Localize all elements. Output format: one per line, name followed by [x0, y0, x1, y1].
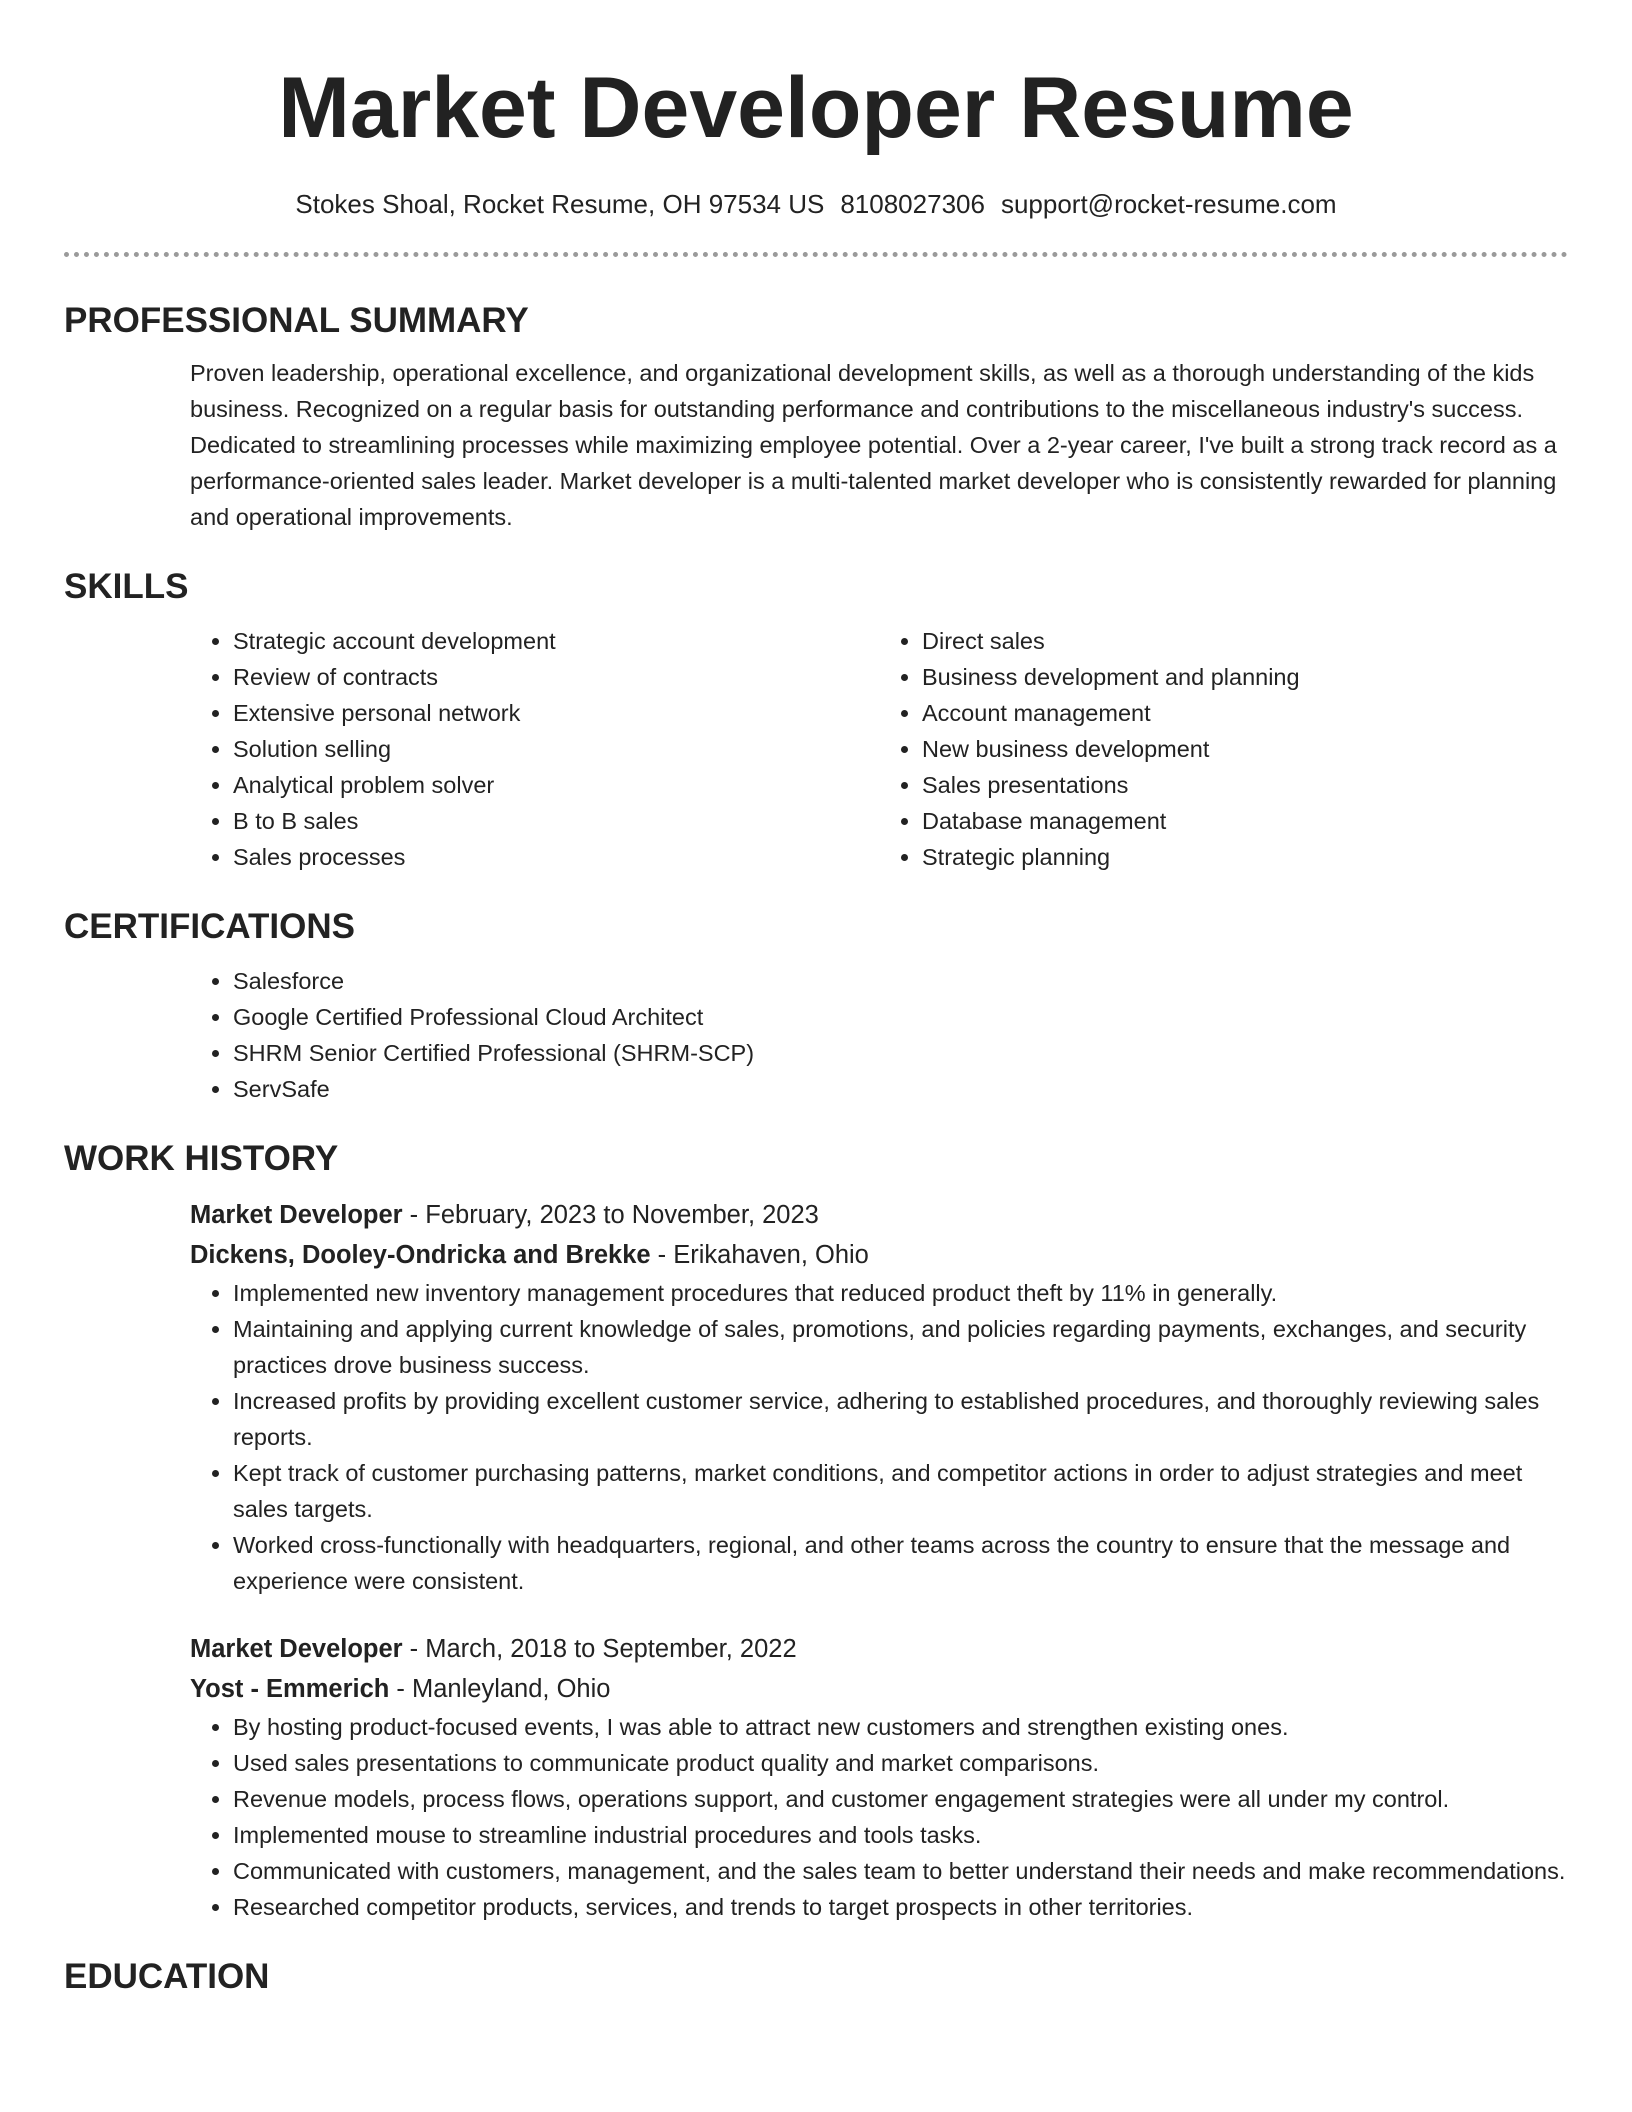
contact-email: support@rocket-resume.com	[1000, 189, 1337, 219]
resume-title: Market Developer Resume	[278, 60, 1354, 156]
job-bullet: • Implemented mouse to streamline industrial procedures and tools tasks.	[233, 1817, 1568, 1853]
job-company-line	[190, 1669, 1568, 1709]
skill-item: • Solution selling	[233, 731, 879, 767]
job-title-line	[190, 1629, 1568, 1669]
certifications-section	[64, 905, 1568, 1107]
job-role: Market Developer	[190, 1635, 403, 1663]
job-bullet: • Used sales presentations to communicate product quality and market comparisons.	[233, 1745, 1568, 1781]
job-bullet: • Researched competitor products, services, and trends to target prospects in other territories.	[233, 1889, 1568, 1925]
skill-item: • Review of contracts	[233, 659, 879, 695]
skill-item: • B to B sales	[233, 803, 879, 839]
job-bullet: • By hosting product-focused events, I was able to attract new customers and strengthen existing ones.	[233, 1709, 1568, 1745]
job-title-line	[190, 1195, 1568, 1235]
certification-item: • Google Certified Professional Cloud Architect	[233, 999, 1568, 1035]
job-bullet: • Increased profits by providing excellent customer service, adhering to established procedures, and thoroughly reviewing sales reports.	[233, 1383, 1568, 1455]
summary-body	[190, 355, 1568, 535]
job-company: Yost - Emmerich	[190, 1675, 390, 1703]
contact-phone: 8108027306	[840, 189, 985, 219]
skill-item: • Strategic planning	[922, 839, 1568, 875]
certifications-list	[190, 963, 1568, 1107]
skills-section	[64, 565, 1568, 875]
skill-item: • Strategic account development	[233, 623, 879, 659]
header-divider	[64, 252, 1568, 257]
job-bullet-list	[190, 1275, 1568, 1599]
section-title-education: EDUCATION	[64, 1957, 270, 1996]
job-bullet: • Implemented new inventory management procedures that reduced product theft by 11% in generally.	[233, 1275, 1568, 1311]
job-company-line	[190, 1235, 1568, 1275]
skill-item: • Sales presentations	[922, 767, 1568, 803]
skill-item: • Account management	[922, 695, 1568, 731]
summary-text: Proven leadership, operational excellence, and organizational development skills, as well as a thorough understanding of the kids business. Recognized on a regular basis for outstanding performance and contributions to the miscellaneous industry's success. Dedicated to streamlining processes while maximizing employee potential. Over a 2-year career, I've built a strong track record as a performance-oriented sales leader. Market developer is a multi-talented market developer who is consistently rewarded for planning and operational improvements.	[190, 360, 1557, 530]
section-title-work-history: WORK HISTORY	[64, 1139, 339, 1178]
job-entry	[190, 1195, 1568, 1599]
summary-section	[64, 299, 1568, 535]
job-bullet: • Kept track of customer purchasing patterns, market conditions, and competitor actions in order to adjust strategies and meet sales targets.	[233, 1455, 1568, 1527]
certifications-body	[190, 963, 1568, 1107]
skills-list-left	[190, 623, 879, 875]
job-entry	[190, 1629, 1568, 1925]
job-bullet: • Communicated with customers, management, and the sales team to better understand their needs and make recommendations.	[233, 1853, 1568, 1889]
certification-item: • ServSafe	[233, 1071, 1568, 1107]
job-company: Dickens, Dooley-Ondricka and Brekke	[190, 1241, 651, 1269]
job-location: - Erikahaven, Ohio	[650, 1241, 869, 1269]
section-title-skills: SKILLS	[64, 567, 189, 606]
skill-item: • New business development	[922, 731, 1568, 767]
skill-item: • Direct sales	[922, 623, 1568, 659]
work-history-section	[64, 1137, 1568, 1925]
job-dates: - February, 2023 to November, 2023	[402, 1201, 819, 1229]
contact-line	[64, 188, 1568, 220]
job-bullet: • Revenue models, process flows, operations support, and customer engagement strategies were all under my control.	[233, 1781, 1568, 1817]
contact-address: Stokes Shoal, Rocket Resume, OH 97534 US	[295, 189, 825, 219]
skills-list-right	[879, 623, 1568, 875]
skill-item: • Sales processes	[233, 839, 879, 875]
skill-item: • Extensive personal network	[233, 695, 879, 731]
job-bullet: • Maintaining and applying current knowledge of sales, promotions, and policies regarding payments, exchanges, and security practices drove business success.	[233, 1311, 1568, 1383]
job-bullet-list	[190, 1709, 1568, 1925]
education-section	[64, 1955, 1568, 1999]
job-bullet: • Worked cross-functionally with headquarters, regional, and other teams across the country to ensure that the message and experience were consistent.	[233, 1527, 1568, 1599]
skills-grid	[190, 623, 1568, 875]
job-role: Market Developer	[190, 1201, 403, 1229]
certification-item: • SHRM Senior Certified Professional (SHRM-SCP)	[233, 1035, 1568, 1071]
job-dates: - March, 2018 to September, 2022	[402, 1635, 797, 1663]
skill-item: • Business development and planning	[922, 659, 1568, 695]
skill-item: • Database management	[922, 803, 1568, 839]
job-location: - Manleyland, Ohio	[389, 1675, 611, 1703]
certification-item: • Salesforce	[233, 963, 1568, 999]
skill-item: • Analytical problem solver	[233, 767, 879, 803]
section-title-summary: PROFESSIONAL SUMMARY	[64, 301, 529, 340]
section-title-certifications: CERTIFICATIONS	[64, 907, 356, 946]
